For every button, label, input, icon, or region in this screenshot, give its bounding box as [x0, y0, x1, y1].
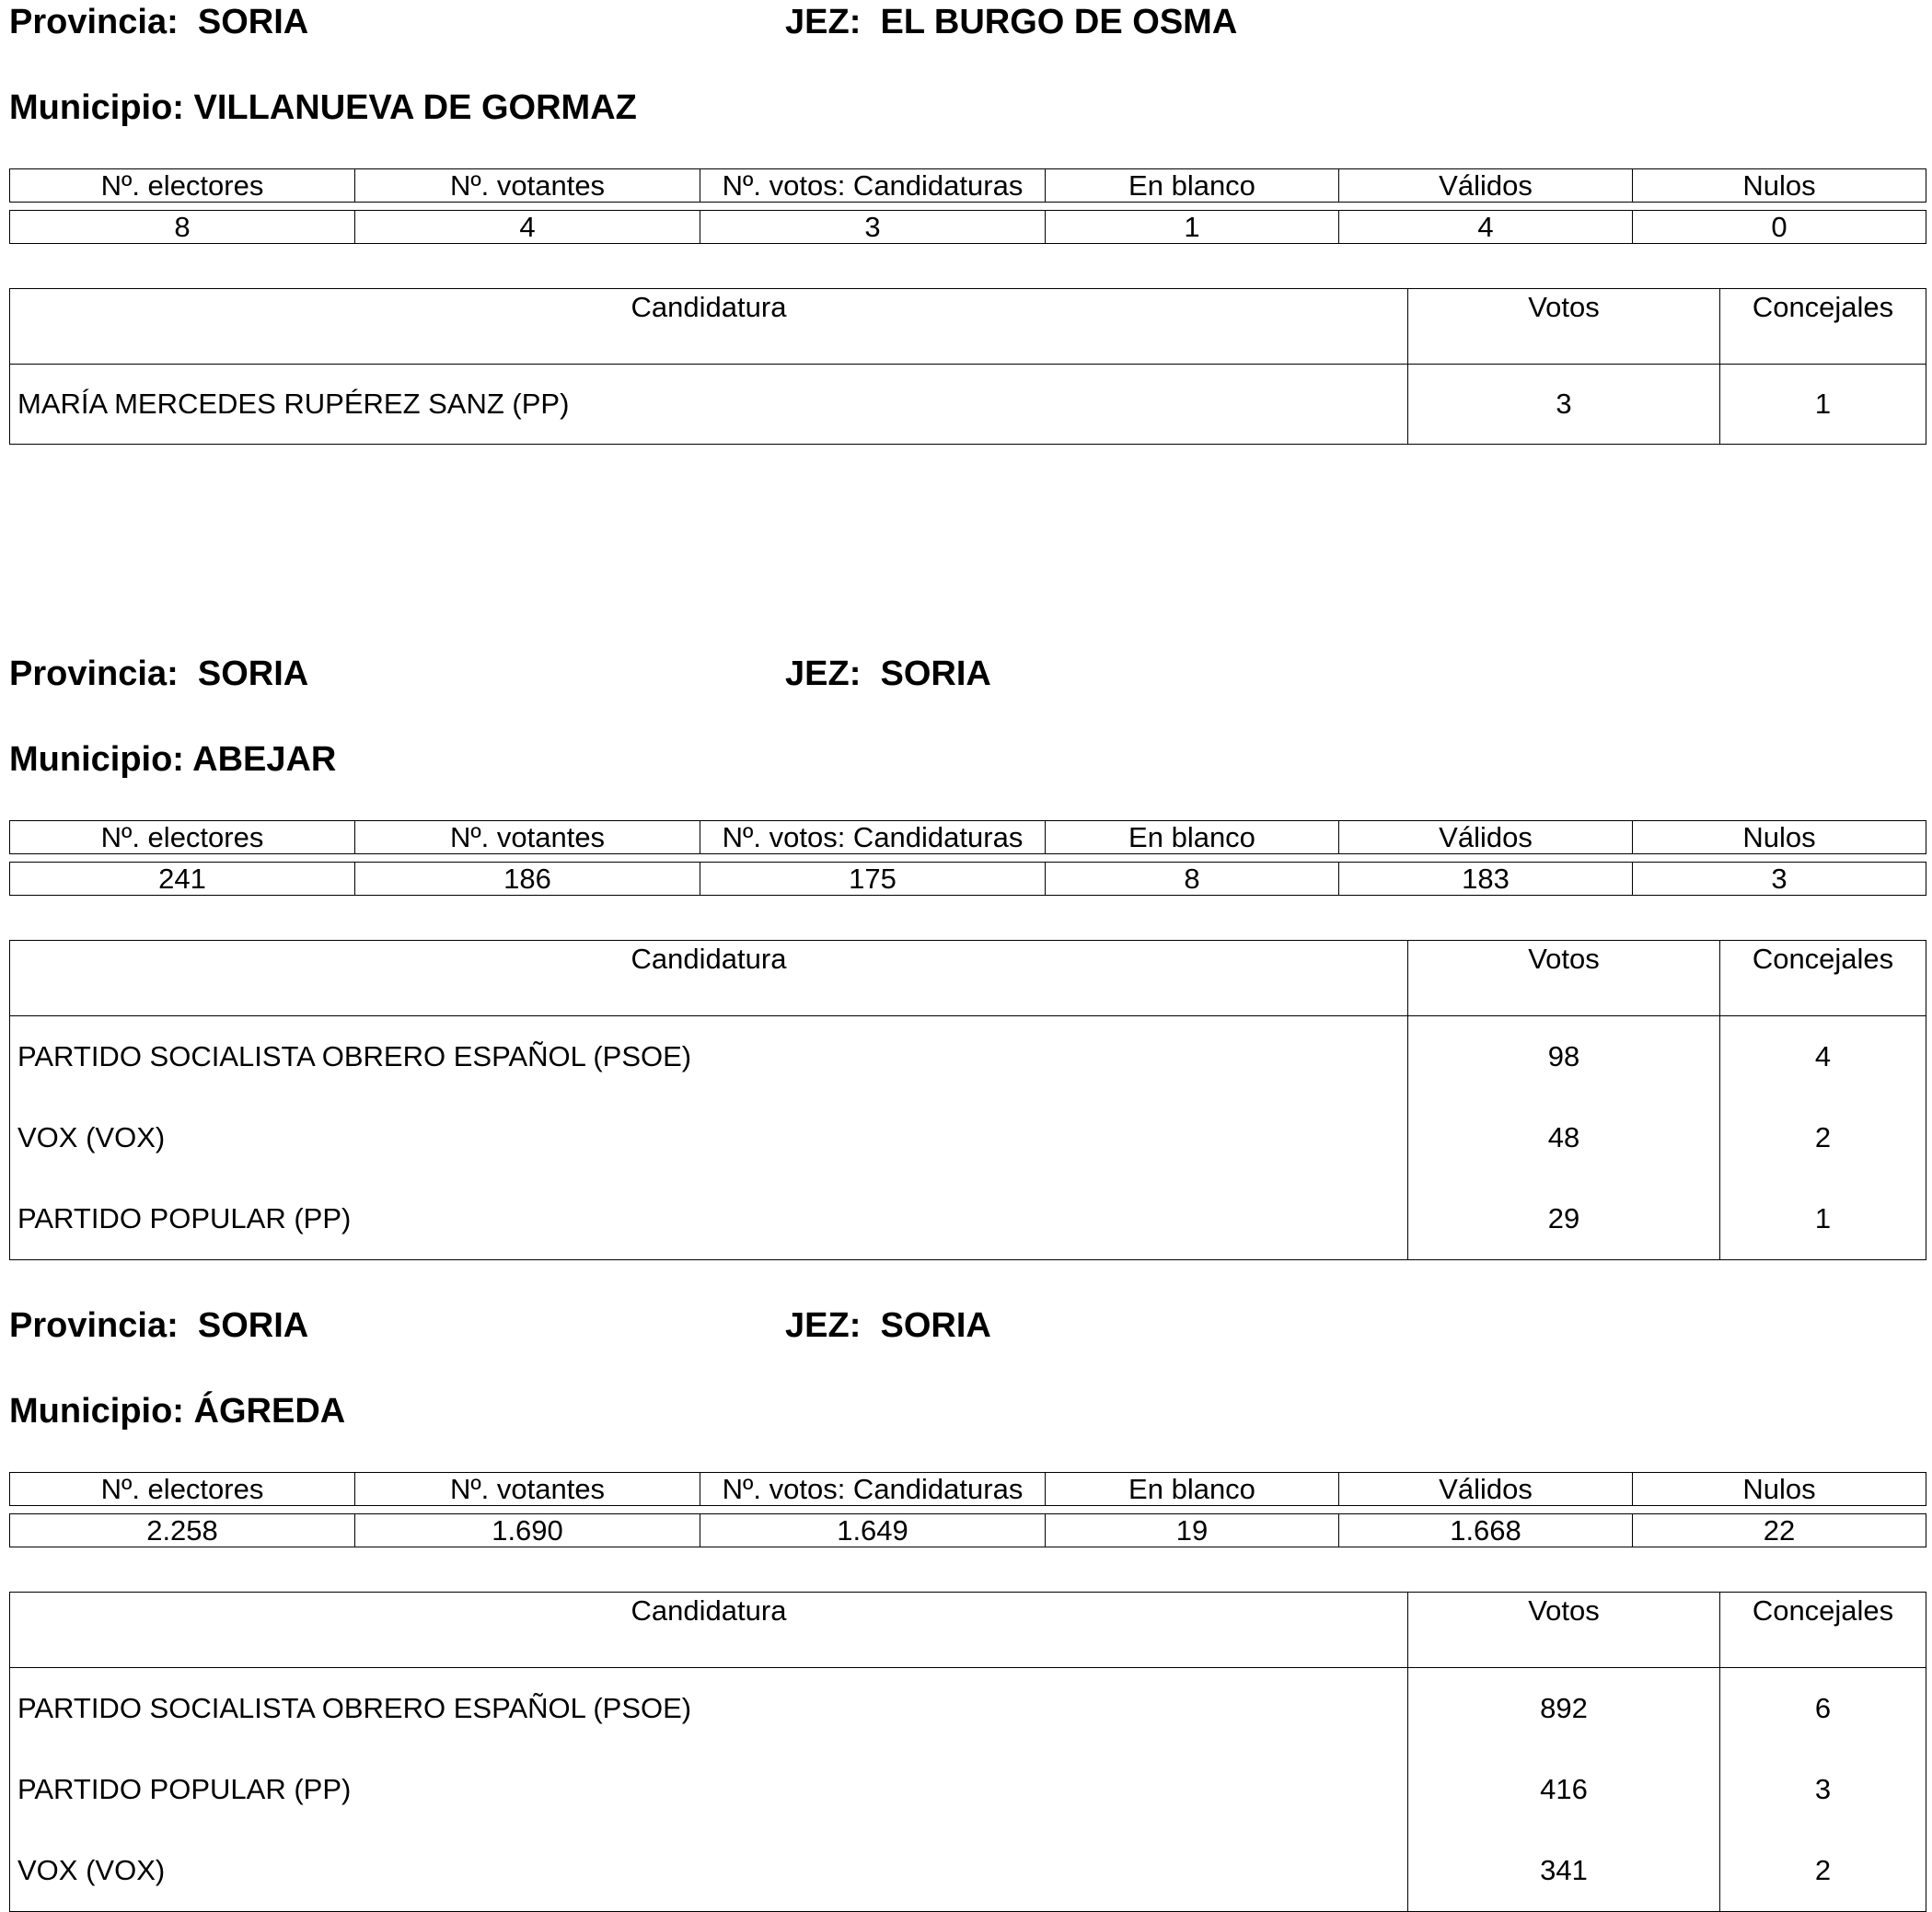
- candidature-table: [9, 940, 1926, 1260]
- summary-header: Nº. votos: Candidaturas: [700, 169, 1046, 203]
- summary-header: Nº. votantes: [355, 169, 700, 203]
- summary-table: [9, 1472, 1926, 1547]
- summary-value: 0: [1633, 211, 1926, 244]
- summary-header-row: [10, 821, 1926, 854]
- candidature-seats: 6: [1720, 1668, 1926, 1750]
- section-agreda: [9, 1304, 1926, 1910]
- summary-header: En blanco: [1046, 1473, 1339, 1506]
- summary-values-row: [10, 1514, 1926, 1547]
- provincia-value: SORIA: [197, 3, 309, 41]
- summary-value: 241: [10, 863, 355, 896]
- candidature-name: PARTIDO POPULAR (PP): [10, 1749, 1408, 1830]
- summary-value: 19: [1046, 1514, 1339, 1547]
- provincia-label: Provincia:: [9, 3, 179, 41]
- candidature-header-row: [10, 289, 1926, 365]
- municipio-value: VILLANUEVA DE GORMAZ: [193, 88, 637, 127]
- provincia-label: Provincia:: [9, 1306, 179, 1345]
- jez-value: SORIA: [880, 1306, 991, 1345]
- summary-header: En blanco: [1046, 821, 1339, 854]
- provincia-label: Provincia:: [9, 655, 179, 693]
- votos-header: Votos: [1408, 289, 1720, 365]
- candidature-name: PARTIDO SOCIALISTA OBRERO ESPAÑOL (PSOE): [10, 1668, 1408, 1750]
- section-villanueva-de-gormaz: [9, 0, 1926, 451]
- table-row: [10, 1830, 1926, 1912]
- candidature-name: PARTIDO SOCIALISTA OBRERO ESPAÑOL (PSOE): [10, 1016, 1408, 1098]
- municipio-label: Municipio:: [9, 88, 184, 127]
- summary-header: Nº. electores: [10, 821, 355, 854]
- provincia-line: [9, 654, 308, 694]
- summary-value: 8: [1046, 863, 1339, 896]
- summary-header: Nº. electores: [10, 1473, 355, 1506]
- concejales-header: Concejales: [1720, 289, 1926, 365]
- candidature-seats: 1: [1720, 365, 1926, 445]
- candidature-votes: 341: [1408, 1830, 1720, 1912]
- summary-header-row: [10, 169, 1926, 203]
- candidature-seats: 4: [1720, 1016, 1926, 1098]
- summary-value: 183: [1339, 863, 1633, 896]
- table-row: [10, 1668, 1926, 1750]
- candidature-votes: 48: [1408, 1097, 1720, 1178]
- table-row: [10, 1749, 1926, 1830]
- candidature-name: MARÍA MERCEDES RUPÉREZ SANZ (PP): [10, 365, 1408, 445]
- summary-value: 2.258: [10, 1514, 355, 1547]
- municipio-label: Municipio:: [9, 1392, 184, 1431]
- candidature-seats: 2: [1720, 1830, 1926, 1912]
- candidature-seats: 2: [1720, 1097, 1926, 1178]
- candidature-name: VOX (VOX): [10, 1830, 1408, 1912]
- summary-header: Válidos: [1339, 821, 1633, 854]
- jez-value: EL BURGO DE OSMA: [880, 3, 1238, 41]
- summary-header: Nulos: [1633, 821, 1926, 854]
- summary-header-row: [10, 1473, 1926, 1506]
- provincia-line: [9, 1305, 308, 1346]
- votos-header: Votos: [1408, 1593, 1720, 1668]
- municipio-line: [9, 1391, 345, 1431]
- summary-value: 4: [1339, 211, 1633, 244]
- jez-label: JEZ:: [785, 1306, 862, 1345]
- provincia-value: SORIA: [197, 655, 309, 693]
- summary-value: 1.668: [1339, 1514, 1633, 1547]
- summary-header: Nulos: [1633, 1473, 1926, 1506]
- jez-line: [785, 1305, 991, 1346]
- summary-header: Nulos: [1633, 169, 1926, 203]
- summary-value: 22: [1633, 1514, 1926, 1547]
- municipio-value: ABEJAR: [192, 740, 337, 779]
- summary-header: Válidos: [1339, 169, 1633, 203]
- concejales-header: Concejales: [1720, 941, 1926, 1016]
- summary-value: 1.690: [355, 1514, 700, 1547]
- summary-table: [9, 820, 1926, 896]
- candidature-votes: 3: [1408, 365, 1720, 445]
- summary-value: 8: [10, 211, 355, 244]
- summary-header: Válidos: [1339, 1473, 1633, 1506]
- summary-header: Nº. votantes: [355, 1473, 700, 1506]
- summary-header: Nº. votantes: [355, 821, 700, 854]
- jez-value: SORIA: [880, 655, 991, 693]
- summary-value: 1.649: [700, 1514, 1046, 1547]
- candidatura-header: Candidatura: [10, 1593, 1408, 1668]
- jez-label: JEZ:: [785, 655, 862, 693]
- provincia-line: [9, 2, 308, 42]
- summary-values-row: [10, 863, 1926, 896]
- candidatura-header: Candidatura: [10, 941, 1408, 1016]
- candidature-votes: 416: [1408, 1749, 1720, 1830]
- table-row: [10, 365, 1926, 445]
- candidatura-header: Candidatura: [10, 289, 1408, 365]
- concejales-header: Concejales: [1720, 1593, 1926, 1668]
- candidature-seats: 1: [1720, 1178, 1926, 1260]
- candidature-name: PARTIDO POPULAR (PP): [10, 1178, 1408, 1260]
- candidature-seats: 3: [1720, 1749, 1926, 1830]
- candidature-table: [9, 288, 1926, 445]
- summary-header: Nº. votos: Candidaturas: [700, 1473, 1046, 1506]
- municipio-value: ÁGREDA: [193, 1392, 346, 1431]
- candidature-header-row: [10, 941, 1926, 1016]
- summary-value: 175: [700, 863, 1046, 896]
- summary-value: 1: [1046, 211, 1339, 244]
- summary-values-row: [10, 211, 1926, 244]
- jez-label: JEZ:: [785, 3, 862, 41]
- votos-header: Votos: [1408, 941, 1720, 1016]
- summary-value: 3: [1633, 863, 1926, 896]
- summary-header: En blanco: [1046, 169, 1339, 203]
- table-row: [10, 1097, 1926, 1178]
- candidature-votes: 892: [1408, 1668, 1720, 1750]
- candidature-table: [9, 1592, 1926, 1912]
- municipio-line: [9, 87, 637, 128]
- summary-header: Nº. votos: Candidaturas: [700, 821, 1046, 854]
- summary-table: [9, 168, 1926, 244]
- municipio-label: Municipio:: [9, 740, 184, 779]
- candidature-header-row: [10, 1593, 1926, 1668]
- summary-header: Nº. electores: [10, 169, 355, 203]
- summary-value: 3: [700, 211, 1046, 244]
- municipio-line: [9, 739, 336, 780]
- summary-value: 186: [355, 863, 700, 896]
- summary-value: 4: [355, 211, 700, 244]
- table-row: [10, 1016, 1926, 1098]
- jez-line: [785, 654, 991, 694]
- section-abejar: [9, 652, 1926, 1259]
- candidature-votes: 29: [1408, 1178, 1720, 1260]
- table-row: [10, 1178, 1926, 1260]
- candidature-name: VOX (VOX): [10, 1097, 1408, 1178]
- provincia-value: SORIA: [197, 1306, 309, 1345]
- candidature-votes: 98: [1408, 1016, 1720, 1098]
- jez-line: [785, 2, 1237, 42]
